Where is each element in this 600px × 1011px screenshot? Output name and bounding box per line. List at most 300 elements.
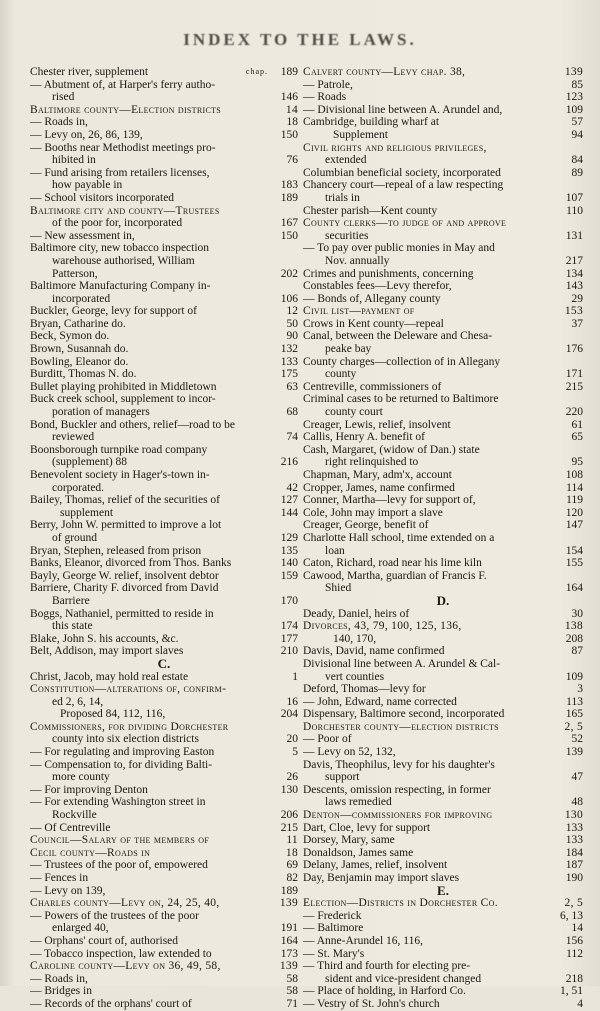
entry-chapter-ref: 61 [571, 418, 583, 431]
entry-text: Divisional line between A. Arundel & Cal- [303, 657, 501, 670]
entry-text: Shied [325, 582, 352, 595]
index-entry [30, 532, 298, 545]
entry-chapter-ref: 20 [286, 733, 298, 746]
entry-chapter-ref: 85 [571, 78, 583, 91]
index-entry [30, 293, 298, 306]
index-entry [30, 985, 298, 998]
entry-text: Cawood, Martha, guardian of Francis F. [303, 569, 487, 582]
index-entry [303, 910, 583, 923]
entry-chapter-ref: 189 [280, 191, 298, 204]
entry-text: Criminal cases to be returned to Baltimore [303, 393, 499, 406]
index-entry [303, 343, 583, 356]
entry-text: Berry, John W. permitted to improve a lot [30, 519, 222, 532]
entry-chapter-ref: 132 [280, 343, 298, 356]
index-entry [30, 784, 298, 797]
entry-chapter-ref: 1 [292, 670, 298, 683]
index-entry [303, 922, 583, 935]
entry-chapter-ref: 113 [566, 695, 583, 708]
entry-chapter-ref: 129 [280, 531, 298, 544]
index-entry [30, 620, 298, 633]
index-entry [303, 592, 583, 608]
index-entry [30, 217, 298, 230]
index-entry [30, 897, 298, 910]
index-entry [30, 935, 298, 948]
entry-chapter-ref: 177 [280, 632, 298, 645]
index-entry [303, 368, 583, 381]
index-entry [303, 620, 583, 633]
entry-chapter-ref: 167 [280, 217, 298, 230]
index-entry [303, 973, 583, 986]
entry-text: sident and vice-president changed [325, 972, 482, 985]
entry-text: — Place of holding, in Harford Co. [303, 985, 466, 998]
entry-text: county court [325, 406, 383, 419]
entry-text: — For improving Denton [30, 783, 148, 796]
entry-text: Buckler, George, levy for support of [30, 305, 197, 318]
entry-text: — Third and fourth for electing pre- [303, 960, 471, 973]
entry-chapter-ref: 29 [571, 292, 583, 305]
index-entry [303, 280, 583, 293]
entry-chapter-ref: 74 [286, 431, 298, 444]
entry-chapter-ref: 175 [280, 368, 298, 381]
entry-text: — Trustees of the poor of, empowered [30, 859, 208, 872]
index-entry [303, 696, 583, 709]
index-entry [303, 456, 583, 469]
index-entry [303, 519, 583, 532]
entry-text: Baltimore Manufacturing Company in- [30, 280, 211, 293]
entry-text: — Booths near Methodist meetings pro- [30, 141, 216, 154]
entry-text: loan [325, 544, 345, 557]
entry-chapter-ref: 140 [280, 557, 298, 570]
entry-chapter-ref: 135 [280, 544, 298, 557]
entry-text: — For extending Washington street in [30, 796, 206, 809]
index-entry [303, 91, 583, 104]
index-entry [303, 393, 583, 406]
entry-chapter-ref: 171 [565, 368, 583, 381]
entry-chapter-ref: 109 [565, 670, 583, 683]
index-entry [303, 759, 583, 772]
entry-chapter-ref: 65 [571, 431, 583, 444]
entry-chapter-ref: 3 [577, 683, 583, 696]
entry-text: — Frederick [303, 909, 362, 922]
index-entry [303, 809, 583, 822]
entry-chapter-ref: 2, 5 [564, 897, 583, 910]
index-entry [303, 935, 583, 948]
entry-chapter-ref: 133 [280, 355, 298, 368]
index-entry [303, 859, 583, 872]
entry-chapter-ref: 68 [286, 406, 298, 419]
index-entry [303, 129, 583, 142]
index-entry [30, 960, 298, 973]
entry-text: — For regulating and improving Easton [30, 746, 215, 759]
entry-text: — To pay over public monies in May and [303, 242, 495, 255]
index-entry [30, 507, 298, 520]
index-entry [30, 633, 298, 646]
index-entry [303, 633, 583, 646]
entry-text: Chester river, supplement [30, 66, 149, 78]
entry-text: Bayly, George W. relief, insolvent debtor [30, 569, 219, 582]
entry-text: County charges—collection of in Allegany [303, 355, 501, 368]
entry-text: — Divisional line between A. Arundel and, [303, 103, 503, 116]
entry-text: Boggs, Nathaniel, permitted to reside in [30, 607, 214, 620]
entry-text: Chancery court—repeal of a law respecting [303, 179, 504, 192]
entry-text: Blake, John S. his accounts, &c. [30, 632, 179, 645]
entry-text: E. [437, 882, 449, 898]
index-entry [30, 746, 298, 759]
entry-text: Caton, Richard, road near his lime kiln [303, 557, 482, 570]
entry-chapter-ref: 87 [571, 645, 583, 658]
index-entry [303, 469, 583, 482]
entry-chapter-ref: 150 [280, 128, 298, 141]
entry-text: Creager, Lewis, relief, insolvent [303, 418, 451, 431]
entry-text: Caroline county—Levy on 36, 49, 58, [30, 960, 221, 973]
index-entry [30, 834, 298, 847]
index-entry [303, 608, 583, 621]
entry-chapter-ref: 18 [285, 846, 298, 859]
index-entry [30, 330, 298, 343]
index-entry [303, 960, 583, 973]
index-entry [303, 645, 583, 658]
entry-text: this state [52, 620, 93, 633]
entry-text: Constitution—alterations of, confirm- [30, 683, 227, 696]
entry-text: Creager, George, benefit of [303, 519, 429, 532]
entry-chapter-ref: 189 [280, 884, 298, 897]
entry-chapter-ref: 5 [292, 746, 298, 759]
entry-chapter-ref: 131 [565, 229, 583, 242]
entry-text: Conner, Martha—levy for support of, [303, 494, 476, 507]
index-entry [303, 66, 583, 79]
index-entry [303, 998, 583, 1011]
entry-text: Deford, Thomas—levy for [303, 683, 426, 696]
entry-chapter-ref: 216 [280, 456, 298, 469]
entry-chapter-ref: 191 [280, 922, 298, 935]
index-entry [30, 733, 298, 746]
entry-chapter-ref: 2, 5 [564, 720, 583, 733]
entry-text: Boonsborough turnpike road company [30, 443, 208, 456]
entry-chapter-ref: 106 [280, 292, 298, 305]
entry-text: Divorces, 43, 79, 100, 125, 136, [303, 620, 462, 633]
index-entry [30, 872, 298, 885]
entry-chapter-ref: 6, 13 [560, 909, 583, 922]
entry-text: — Fund arising from retailers licenses, [30, 166, 210, 179]
entry-text: Descents, omission respecting, in former [303, 783, 491, 796]
entry-chapter-ref: 206 [280, 809, 298, 822]
entry-chapter-ref: 26 [286, 771, 298, 784]
entry-chapter-ref: 48 [571, 796, 583, 809]
entry-text: Bryan, Stephen, released from prison [30, 544, 202, 557]
index-entry [30, 822, 298, 835]
entry-chapter-ref: 133 [565, 834, 583, 847]
entry-text: Cambridge, building wharf at [303, 116, 440, 129]
index-entry [30, 280, 298, 293]
index-entry [30, 66, 298, 79]
entry-text: Barriere, Charity F. divorced from David [30, 582, 219, 595]
index-entry [303, 318, 583, 331]
index-entry [30, 885, 298, 898]
entry-text: — Bridges in [30, 985, 92, 998]
entry-text: peake bay [325, 343, 372, 356]
entry-text: Cole, John may import a slave [303, 506, 443, 519]
index-entry [30, 494, 298, 507]
index-entry [303, 683, 583, 696]
entry-chapter-ref: 69 [286, 859, 298, 872]
entry-chapter-ref: 215 [565, 380, 583, 393]
entry-text: warehouse authorised, William [52, 254, 195, 267]
entry-text: reviewed [52, 431, 95, 444]
index-entry [303, 179, 583, 192]
index-entry [303, 834, 583, 847]
index-entry [303, 116, 583, 129]
entry-chapter-ref: 202 [280, 267, 298, 280]
entry-text: — Orphans' court of, authorised [30, 934, 179, 947]
entry-chapter-ref: 190 [565, 872, 583, 884]
entry-text: Day, Benjamin may import slaves [303, 872, 460, 884]
entry-text: Bond, Buckler and others, relief—road to be [30, 418, 236, 431]
index-entry [30, 683, 298, 696]
entry-chapter-ref: 210 [280, 645, 298, 658]
entry-text: Council—Salary of the members of [30, 834, 210, 847]
index-entry [30, 759, 298, 772]
entry-chapter-ref: 11 [286, 834, 298, 847]
index-entry [303, 230, 583, 243]
entry-text: Beck, Symon do. [30, 330, 110, 343]
index-entry [30, 482, 298, 495]
entry-text: — Tobacco inspection, law extended to [30, 947, 212, 960]
entry-text: rised [52, 91, 75, 104]
entry-text: — Patrole, [303, 78, 353, 91]
entry-text: county into six election districts [52, 733, 199, 746]
entry-chapter-ref: 164 [280, 934, 298, 947]
index-entry [30, 242, 298, 255]
entry-chapter-ref: 37 [571, 317, 583, 330]
index-entry [30, 104, 298, 117]
index-entry [303, 708, 583, 721]
entry-text: Christ, Jacob, may hold real estate [30, 670, 189, 683]
index-entry [30, 859, 298, 872]
entry-chapter-ref: 47 [571, 771, 583, 784]
index-entry [303, 406, 583, 419]
chap-label: chap. [245, 67, 268, 76]
index-entry [303, 658, 583, 671]
entry-chapter-ref: 42 [286, 481, 298, 494]
entry-chapter-ref: 138 [564, 620, 583, 633]
index-entry [303, 784, 583, 797]
entry-chapter-ref: 90 [286, 330, 298, 343]
entry-text: Brown, Susannah do. [30, 343, 129, 356]
left-column [30, 66, 298, 1011]
entry-chapter-ref: 18 [286, 116, 298, 129]
entry-chapter-ref: 143 [565, 280, 583, 293]
index-entry [30, 922, 298, 935]
index-entry [30, 469, 298, 482]
entry-text: — Poor of [303, 733, 352, 746]
index-entry [30, 608, 298, 621]
entry-chapter-ref: 144 [280, 506, 298, 519]
entry-chapter-ref: 134 [565, 267, 583, 280]
entry-text: extended [325, 154, 367, 167]
entry-chapter-ref: 12 [286, 305, 298, 318]
entry-text: — Roads [303, 91, 347, 104]
entry-chapter-ref: 184 [565, 846, 583, 859]
index-entry [30, 708, 298, 721]
entry-text: Supplement [333, 128, 388, 141]
index-entry [303, 721, 583, 734]
index-entry [30, 419, 298, 432]
entry-chapter-ref: 50 [286, 317, 298, 330]
entry-text: — Powers of the trustees of the poor [30, 909, 199, 922]
index-entry [303, 330, 583, 343]
entry-chapter-ref: 139 [565, 746, 583, 759]
entry-text: Crimes and punishments, concerning [303, 267, 474, 280]
index-entry [30, 129, 298, 142]
index-entry [30, 809, 298, 822]
index-entry [303, 796, 583, 809]
entry-text: laws remedied [325, 796, 392, 809]
index-entry [30, 545, 298, 558]
entry-chapter-ref: 94 [571, 128, 583, 141]
index-entry [303, 494, 583, 507]
entry-chapter-ref: 127 [280, 494, 298, 507]
entry-chapter-ref: 114 [566, 481, 583, 494]
entry-text: Charlotte Hall school, time extended on a [303, 531, 495, 544]
index-entry [30, 368, 298, 381]
entry-text: — Levy on 52, 132, [303, 746, 396, 759]
entry-text: Patterson, [52, 267, 98, 280]
index-entry [303, 746, 583, 759]
entry-text: C. [157, 655, 171, 671]
index-entry [303, 142, 583, 155]
index-entry [30, 406, 298, 419]
right-column [303, 66, 583, 1011]
index-entry [303, 419, 583, 432]
entry-chapter-ref: 217 [565, 254, 583, 267]
index-entry [303, 217, 583, 230]
index-entry [303, 545, 583, 558]
index-entry [30, 948, 298, 961]
index-entry [303, 154, 583, 167]
entry-text: — John, Edward, name corrected [303, 695, 457, 708]
entry-text: Barriere [52, 594, 90, 607]
entry-text: Dispensary, Baltimore second, incorporated [303, 708, 505, 721]
entry-chapter-ref: 218 [565, 972, 583, 985]
entry-chapter-ref: 176 [565, 343, 583, 356]
entry-text: — Of Centreville [30, 821, 111, 834]
index-entry [30, 192, 298, 205]
entry-text: Constables fees—Levy therefor, [303, 280, 452, 293]
index-entry [30, 154, 298, 167]
entry-text: — Baltimore [303, 922, 364, 935]
entry-text: Canal, between the Deleware and Chesa- [303, 330, 493, 343]
entry-chapter-ref: 189 [280, 66, 298, 78]
entry-text: Cash, Margaret, (widow of Dan.) state [303, 443, 480, 456]
entry-text: Delany, James, relief, insolvent [303, 859, 448, 872]
entry-text: Calvert county—Levy chap. 38, [303, 66, 466, 78]
entry-chapter-ref: 139 [279, 897, 298, 910]
index-entry [30, 356, 298, 369]
entry-text: — Vestry of St. John's church [303, 997, 440, 1010]
entry-text: Baltimore county—Election districts [30, 103, 222, 116]
entry-chapter-ref: 133 [565, 821, 583, 834]
index-entry [30, 343, 298, 356]
entry-chapter-ref: 58 [286, 985, 298, 998]
entry-text: Election—Districts in Dorchester Co. [303, 897, 498, 910]
index-entry [30, 255, 298, 268]
entry-chapter-ref: 159 [280, 569, 298, 582]
entry-text: — Roads in, [30, 972, 88, 985]
index-entry [303, 847, 583, 860]
entry-text: — Compensation to, for dividing Balti- [30, 758, 213, 771]
entry-text: Deady, Daniel, heirs of [303, 607, 410, 620]
entry-chapter-ref: 130 [280, 783, 298, 796]
entry-text: — New assessment in, [30, 229, 135, 242]
entry-chapter-ref: 4 [577, 997, 583, 1010]
entry-text: Proposed 84, 112, 116, [60, 708, 166, 721]
entry-chapter-ref: 63 [286, 380, 298, 393]
entry-chapter-ref: 107 [565, 191, 583, 204]
entry-text: Donaldson, James same [303, 846, 414, 859]
index-entry [30, 230, 298, 243]
index-entry [303, 771, 583, 784]
index-entry [30, 570, 298, 583]
entry-chapter-ref: 154 [565, 544, 583, 557]
entry-chapter-ref: 170 [280, 594, 298, 607]
entry-chapter-ref: 16 [286, 695, 298, 708]
entry-chapter-ref: 112 [566, 947, 583, 960]
index-entry [303, 733, 583, 746]
entry-text: — School visitors incorporated [30, 191, 175, 204]
index-entry [30, 268, 298, 281]
entry-chapter-ref: 108 [565, 469, 583, 481]
index-entry [30, 847, 298, 860]
entry-text: Bryan, Catharine do. [30, 317, 126, 330]
entry-chapter-ref: 123 [565, 91, 583, 104]
entry-text: Bailey, Thomas, relief of the securities of [30, 494, 221, 507]
index-entry [30, 519, 298, 532]
entry-chapter-ref: 58 [286, 972, 298, 985]
index-entry [303, 882, 583, 898]
entry-chapter-ref: 119 [566, 494, 583, 507]
entry-chapter-ref: 130 [564, 809, 583, 822]
index-entry [30, 671, 298, 684]
entry-text: Burditt, Thomas N. do. [30, 368, 137, 381]
index-entry [30, 796, 298, 809]
entry-text: poration of managers [52, 406, 150, 419]
entry-chapter-ref: 109 [565, 103, 583, 116]
entry-text: corporated. [52, 481, 105, 494]
index-entry [30, 582, 298, 595]
entry-text: Chapman, Mary, adm'x, account [303, 469, 452, 481]
index-entry [303, 268, 583, 281]
index-entry [303, 897, 583, 910]
entry-text: Dorsey, Mary, same [303, 834, 395, 847]
index-entry [303, 985, 583, 998]
index-entry [30, 91, 298, 104]
entry-text: (supplement) 88 [52, 456, 128, 469]
entry-chapter-ref: 30 [571, 607, 583, 620]
entry-text: enlarged 40, [52, 922, 109, 935]
index-entry [30, 179, 298, 192]
entry-chapter-ref: 57 [571, 116, 583, 129]
entry-chapter-ref: 204 [280, 708, 298, 721]
entry-chapter-ref: 95 [571, 456, 583, 469]
entry-text: of the poor for, incorporated [52, 217, 183, 230]
entry-text: County clerks—to judge of and approve [303, 217, 507, 230]
index-entry [30, 305, 298, 318]
entry-chapter-ref: 147 [565, 519, 583, 532]
entry-text: Bullet playing prohibited in Middletown [30, 380, 217, 393]
entry-text: securities [325, 229, 369, 242]
entry-text: Dart, Cloe, levy for support [303, 821, 431, 834]
entry-text: support [325, 771, 360, 784]
